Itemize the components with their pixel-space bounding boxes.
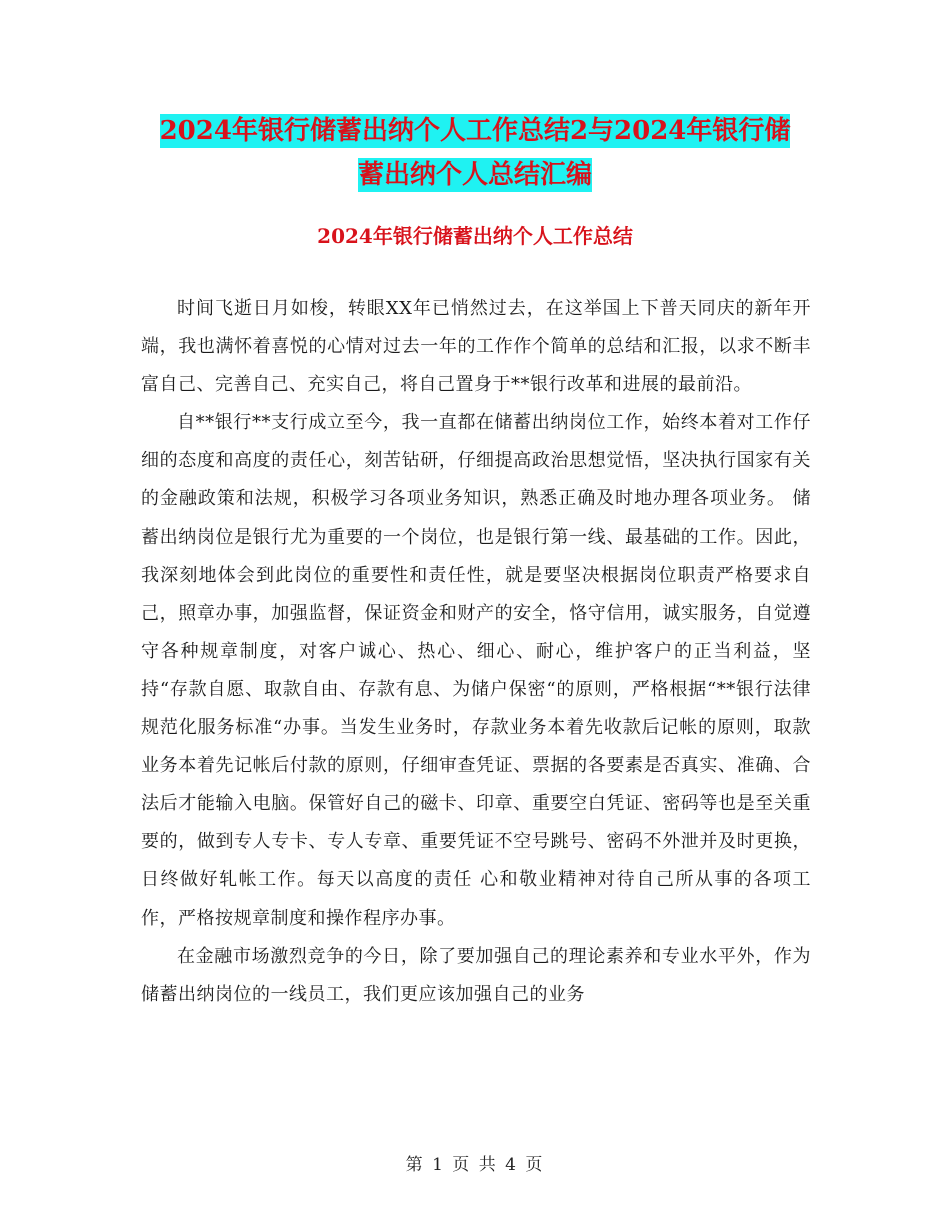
- page-footer: 第 1 页 共 4 页: [405, 1155, 545, 1175]
- title-line-2: [140, 153, 810, 197]
- section-title: 2024年银行储蓄出纳个人工作总结: [317, 224, 633, 248]
- paragraph-3: 在金融市场激烈竞争的今日，除了要加强自己的理论素养和专业水平外，作为储蓄出纳岗位的一线员工，我们更应该加强自己的业务: [141, 945, 811, 1005]
- title-line-1-highlight: 2024年银行储蓄出纳个人工作总结2与2024年银行储: [159, 116, 791, 146]
- document-title: [140, 109, 810, 197]
- paragraph-1: 时间飞逝日月如梭，转眼XX年已悄然过去，在这举国上下普天同庆的新年开端，我也满怀着喜悦的心情对过去一年的工作作个简单的总结和汇报，以求不断丰富自己、完善自己、充实自己，将自己置身于**银行改革和进展的最前沿。: [141, 298, 811, 396]
- title-line-1: [140, 109, 810, 153]
- paragraph-2: 自**银行**支行成立至今，我一直都在储蓄出纳岗位工作，始终本着对工作仔细的态度和高度的责任心，刻苦钻研，仔细提高政治思想觉悟，坚决执行国家有关的金融政策和法规，积极学习各项业务知识，熟悉正确及时地办理各项业务。 储蓄出纳岗位是银行尤为重要的一个岗位，也是银行第一线、最基础的工作。因此，我深刻地体会到此岗位的重要性和责任性，就是要坚决根据岗位职责严格要求自己，照章办事，加强监督，保证资金和财产的安全，恪守信用，诚实服务，自觉遵守各种规章制度，对客户诚心、热心、细心、耐心，维护客户的正当利益，坚持“存款自愿、取款自由、存款有息、为储户保密“的原则，严格根据“**银行法律规范化服务标准“办事。当发生业务时，存款业务本着先收款后记帐的原则，取款业务本着先记帐后付款的原则，仔细审查凭证、票据的各要素是否真实、准确、合法后才能输入电脑。保管好自己的磁卡、印章、重要空白凭证、密码等也是至关重要的，做到专人专卡、专人专章、重要凭证不空号跳号、密码不外泄并及时更换，日终做好轧帐工作。每天以高度的责任 心和敬业精神对待自己所从事的各项工作，严格按规章制度和操作程序办事。: [141, 412, 811, 929]
- body-text: [141, 290, 811, 1014]
- title-line-2-highlight: 蓄出纳个人总结汇编: [357, 160, 592, 190]
